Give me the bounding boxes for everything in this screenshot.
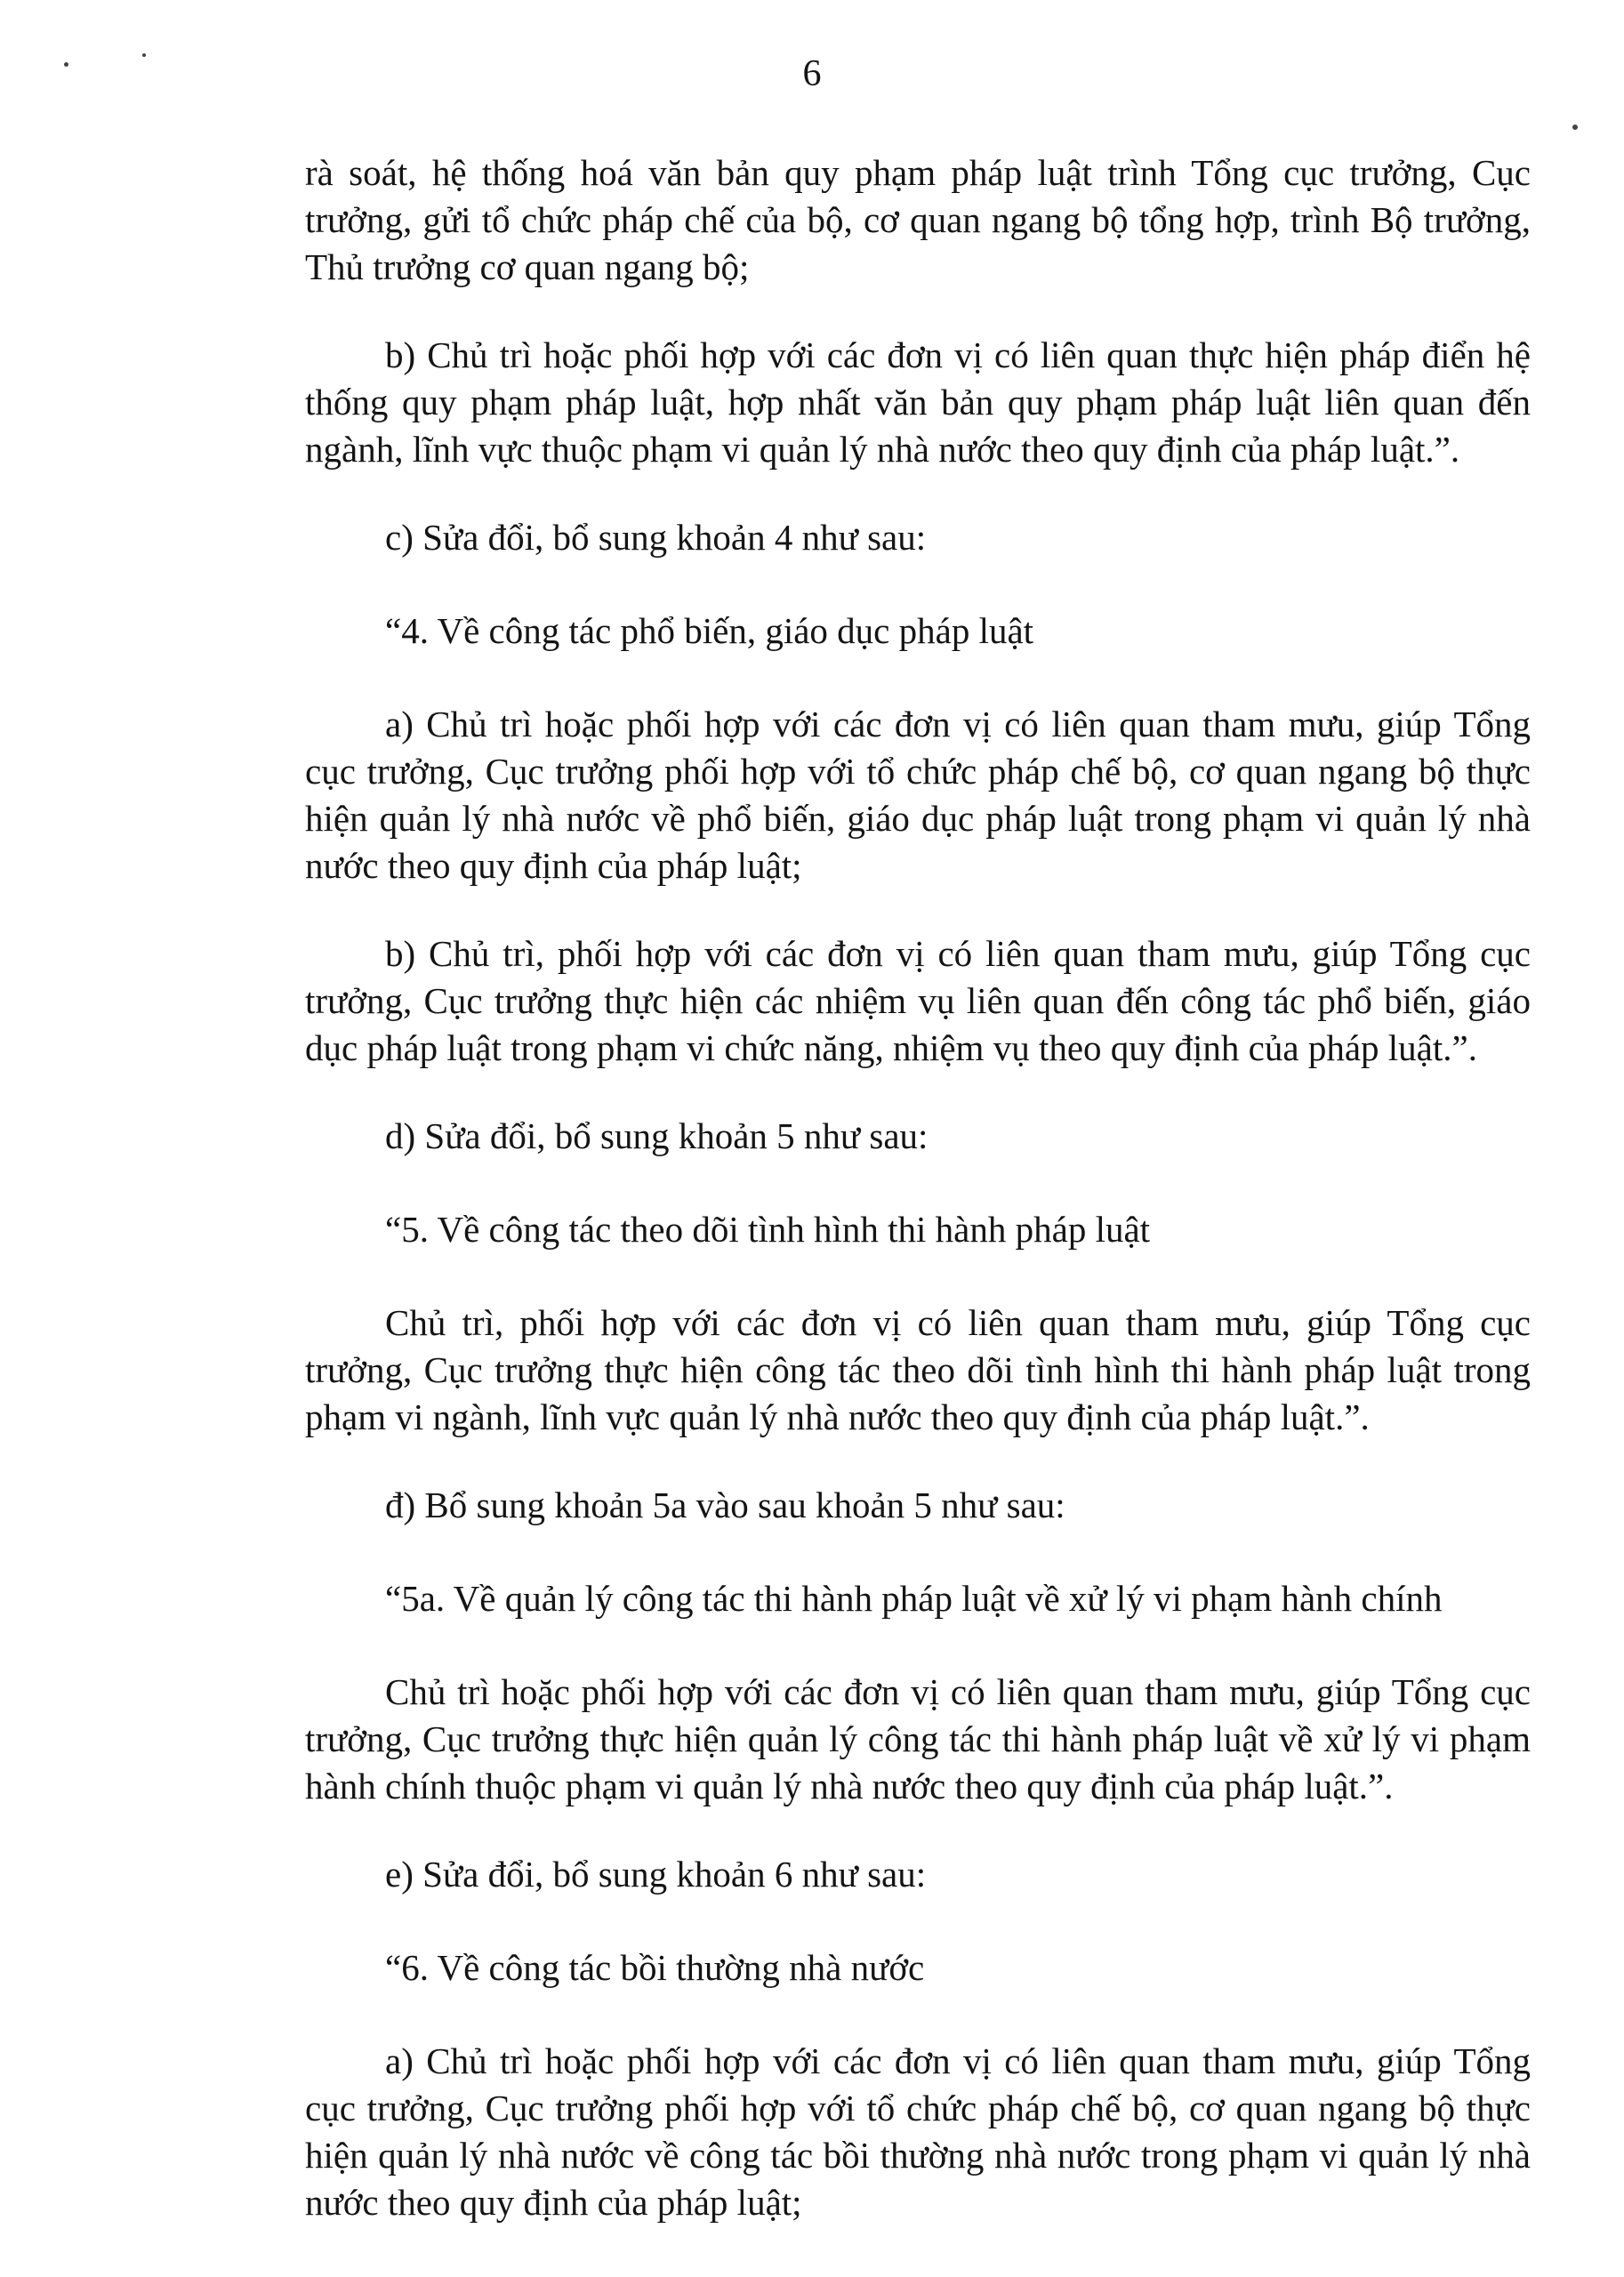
paragraph: rà soát, hệ thống hoá văn bản quy phạm pháp luật trình Tổng cục trưởng, Cục trưởng, gửi tổ chức pháp chế của bộ, cơ quan ngang bộ tổng hợp, trình Bộ trưởng, Thủ trưởng cơ quan ngang bộ;: [305, 152, 1531, 287]
paragraph: Chủ trì, phối hợp với các đơn vị có liên quan tham mưu, giúp Tổng cục trưởng, Cục trưởng thực hiện công tác theo dõi tình hình thi hành pháp luật trong phạm vi ngành, lĩnh vực quản lý nhà nước theo quy định của pháp luật.”.: [305, 1302, 1531, 1437]
page-number: 6: [802, 53, 822, 94]
scan-speck: [1572, 125, 1578, 130]
document-body: [305, 149, 1531, 2267]
paragraph: “6. Về công tác bồi thường nhà nước: [385, 1947, 925, 1988]
paragraph: “4. Về công tác phổ biến, giáo dục pháp luật: [385, 610, 1034, 651]
paragraph: a) Chủ trì hoặc phối hợp với các đơn vị có liên quan tham mưu, giúp Tổng cục trưởng, Cục trưởng phối hợp với tổ chức pháp chế bộ, cơ quan ngang bộ thực hiện quản lý nhà nước về phổ biến, giáo dục pháp luật trong phạm vi quản lý nhà nước theo quy định của pháp luật;: [305, 704, 1531, 886]
paragraph: “5. Về công tác theo dõi tình hình thi hành pháp luật: [385, 1209, 1151, 1250]
paragraph: b) Chủ trì, phối hợp với các đơn vị có liên quan tham mưu, giúp Tổng cục trưởng, Cục trưởng thực hiện các nhiệm vụ liên quan đến công tác phổ biến, giáo dục pháp luật trong phạm vi chức năng, nhiệm vụ theo quy định của pháp luật.”.: [305, 933, 1531, 1068]
paragraph: đ) Bổ sung khoản 5a vào sau khoản 5 như sau:: [385, 1484, 1065, 1525]
paragraph: a) Chủ trì hoặc phối hợp với các đơn vị có liên quan tham mưu, giúp Tổng cục trưởng, Cục trưởng phối hợp với tổ chức pháp chế bộ, cơ quan ngang bộ thực hiện quản lý nhà nước về công tác bồi thường nhà nước trong phạm vi quản lý nhà nước theo quy định của pháp luật;: [305, 2040, 1531, 2223]
paragraph: c) Sửa đổi, bổ sung khoản 4 như sau:: [385, 517, 927, 558]
paragraph: Chủ trì hoặc phối hợp với các đơn vị có liên quan tham mưu, giúp Tổng cục trưởng, Cục trưởng thực hiện quản lý công tác thi hành pháp luật về xử lý vi phạm hành chính thuộc phạm vi quản lý nhà nước theo quy định của pháp luật.”.: [305, 1671, 1531, 1806]
paragraph: b) Chủ trì hoặc phối hợp với các đơn vị có liên quan thực hiện pháp điển hệ thống quy phạm pháp luật, hợp nhất văn bản quy phạm pháp luật liên quan đến ngành, lĩnh vực thuộc phạm vi quản lý nhà nước theo quy định của pháp luật.”.: [305, 334, 1531, 470]
paragraph: e) Sửa đổi, bổ sung khoản 6 như sau:: [385, 1854, 927, 1895]
paragraph: “5a. Về quản lý công tác thi hành pháp luật về xử lý vi phạm hành chính: [385, 1578, 1443, 1619]
paragraph: d) Sửa đổi, bổ sung khoản 5 như sau:: [385, 1115, 929, 1156]
